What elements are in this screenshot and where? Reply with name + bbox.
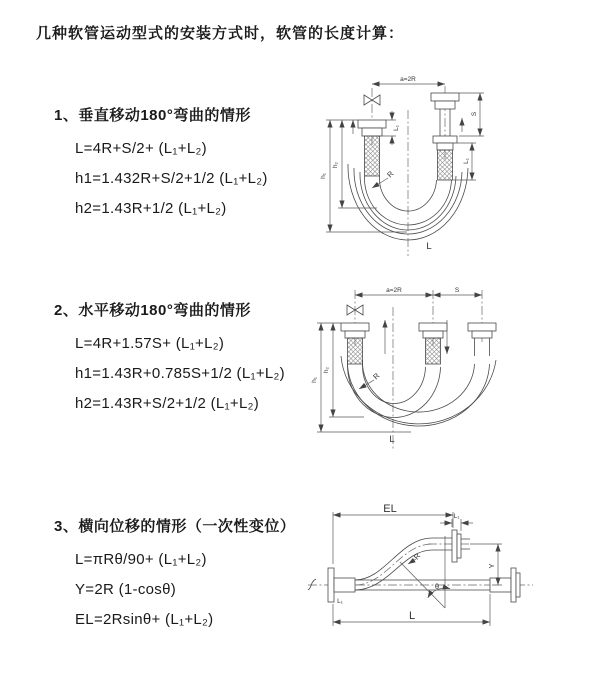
- section-horizontal-180: [54, 299, 285, 418]
- dim-label-y: Y: [487, 563, 496, 569]
- left-fitting: [358, 120, 386, 176]
- formula-h2: h2=1.43R+1/2 (L₁+L₂): [75, 199, 227, 217]
- dim-label-h1: h₁: [311, 377, 318, 383]
- radius-label: R: [411, 551, 423, 562]
- section-lateral-displacement: [54, 515, 295, 634]
- dim-label-a2r: a=2R: [400, 76, 416, 83]
- formula-l: L=πRθ/90+ (L₁+L₂): [75, 550, 207, 568]
- formula-l: L=4R+1.57S+ (L₁+L₂): [75, 334, 225, 352]
- dim-label-s: S: [454, 287, 460, 294]
- diagram-vertical-180-bend: [312, 68, 592, 263]
- dim-label-l1-top: L₁: [453, 513, 460, 520]
- radius-label: R: [385, 169, 396, 180]
- upper-fitting: [432, 530, 470, 562]
- formula-l: L=4R+S/2+ (L₁+L₂): [75, 139, 207, 157]
- length-label: L: [426, 241, 432, 252]
- length-label: L: [408, 610, 416, 622]
- dim-label-el: EL: [383, 503, 397, 515]
- diagram-horizontal-180-bend: [306, 282, 598, 462]
- formula-y: Y=2R (1-cosθ): [75, 580, 177, 598]
- dimension-lines: [326, 84, 484, 232]
- right-fitting: [431, 93, 459, 180]
- page-title: 几种软管运动型式的安装方式时，软管的长度计算：: [36, 25, 405, 42]
- hose-u-arcs: [341, 356, 496, 426]
- dim-label-h1: h₁: [320, 173, 327, 179]
- dim-label-l1-left: L₁: [393, 125, 400, 131]
- radius-label: R: [371, 371, 382, 382]
- section-1-heading: 1、垂直移动180°弯曲的情形: [54, 107, 251, 124]
- section-3-heading: 3、横向位移的情形（一次性变位）: [54, 518, 296, 535]
- dim-label-h2: h₂: [332, 161, 339, 169]
- dimension-lines: [333, 512, 502, 626]
- theta-label: θ: [434, 582, 440, 591]
- dimension-labels: [337, 503, 496, 622]
- formula-el: EL=2Rsinθ+ (L₁+L₂): [75, 610, 214, 628]
- formula-h2: h2=1.43R+S/2+1/2 (L₁+L₂): [75, 394, 260, 412]
- middle-fitting: [419, 323, 447, 364]
- left-fitting: [341, 323, 369, 364]
- pipe-break-mark: [308, 579, 316, 590]
- left-fitting: [328, 568, 355, 602]
- centerlines: [372, 86, 445, 256]
- dim-label-l1-bottom: L₁: [337, 598, 343, 605]
- dim-label-a2r: a=2R: [386, 287, 402, 294]
- dim-label-h2: h₂: [323, 366, 330, 374]
- diagram-lateral-displacement: [300, 500, 600, 665]
- formula-h1: h1=1.432R+S/2+1/2 (L₁+L₂): [75, 169, 268, 187]
- hose-s-curve: [355, 538, 432, 590]
- section-2-heading: 2、水平移动180°弯曲的情形: [54, 302, 251, 319]
- dim-label-s: S: [471, 111, 478, 117]
- length-label: L: [389, 434, 395, 445]
- section-vertical-180: [54, 104, 268, 223]
- dim-label-l1-right: L₁: [463, 158, 470, 164]
- formula-h1: h1=1.43R+0.785S+1/2 (L₁+L₂): [75, 364, 285, 382]
